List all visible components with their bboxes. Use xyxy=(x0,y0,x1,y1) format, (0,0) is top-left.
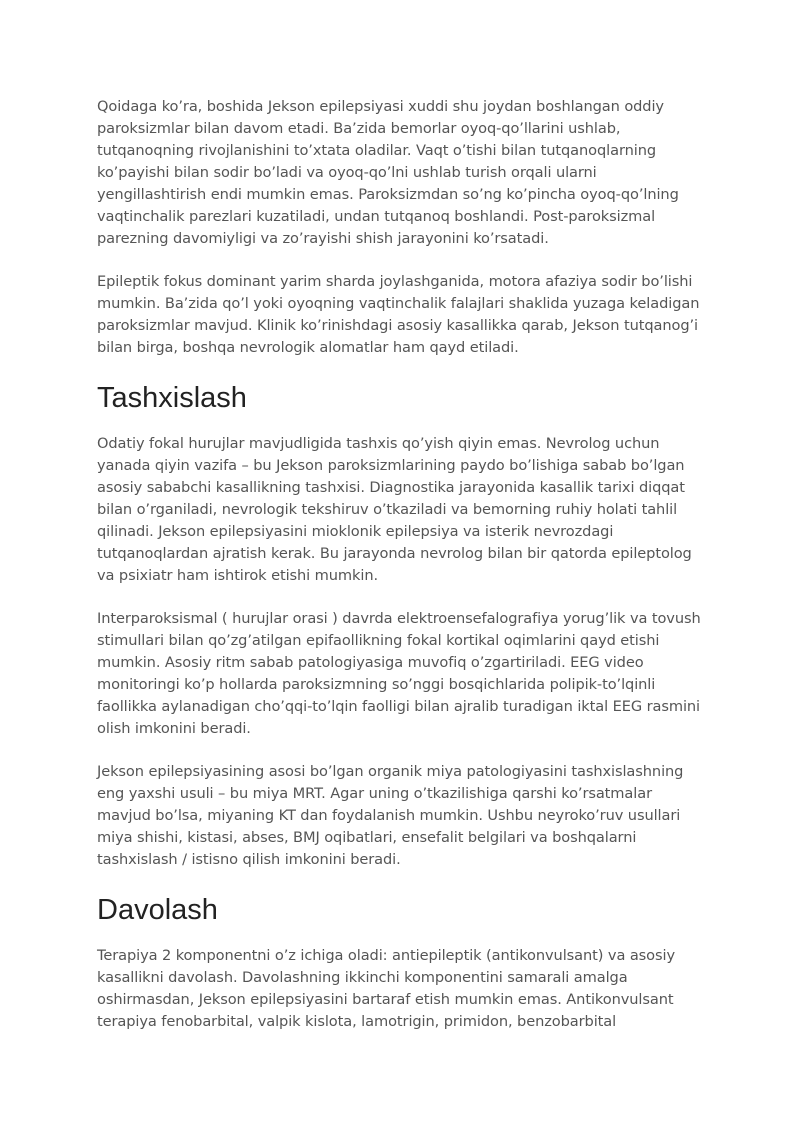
paragraph-therapy: Terapiya 2 komponentni o’z ichiga oladi: antiepileptik (antikonvulsant) va asosiy kasallikni davolash. Davolashning ikkinchi komponentini samarali amalga oshirmasdan, Jekson epilepsiyasini bartaraf etish mumkin emas. Antikonvulsant terapiya fenobarbital, valpik kislota, lamotrigin, primidon, benzobarbital xyxy=(97,947,676,1030)
heading-diagnosis: Tashxislash xyxy=(97,382,247,414)
paragraph-seizure-progression: Qoidaga ko’ra, boshida Jekson epilepsiyasi xuddi shu joydan boshlangan oddiy paroksizmlar bilan davom etadi. Ba’zida bemorlar oyoq-qo’llarini ushlab, tutqanoqning rivojlanishini to’xtata oladilar. Vaqt o’tishi bilan tutqanoqlarning ko’payishi bilan sodir bo’ladi va oyoq-qo’lni ushlab turish orqali ularni yengillashtirish endi mumkin emas. Paroksizmdan so’ng ko’pincha oyoq-qo’lning vaqtinchalik parezlari kuzatiladi, undan tutqanoq boshlandi. Post-paroksizmal parezning davomiyligi va zo’rayishi shish jarayonini ko’rsatadi. xyxy=(97,98,679,247)
heading-treatment: Davolash xyxy=(97,894,218,926)
paragraph-mri: Jekson epilepsiyasining asosi bo’lgan organik miya patologiyasini tashxislashning eng yaxshi usuli – bu miya MRT. Agar uning o’tkazilishiga qarshi ko’rsatmalar mavjud bo’lsa, miyaning KT dan foydalanish mumkin. Ushbu neyroko’ruv usullari miya shishi, kistasi, abses, BMJ oqibatlari, ensefalit belgilari va boshqalarni tashxislash / istisno qilish imkonini beradi. xyxy=(97,763,684,868)
paragraph-diagnosis-overview: Odatiy fokal hurujlar mavjudligida tashxis qo’yish qiyin emas. Nevrolog uchun yanada qiyin vazifa – bu Jekson paroksizmlarining paydo bo’lishiga sabab bo’lgan asosiy sababchi kasallikning tashxisi. Diagnostika jarayonida kasallik tarixi diqqat bilan o’rganiladi, nevrologik tekshiruv o’tkaziladi va bemorning ruhiy holati tahlil qilinadi. Jekson epilepsiyasini mioklonik epilepsiya va isterik nevrozdagi tutqanoqlardan ajratish kerak. Bu jarayonda nevrolog bilan bir qatorda epileptolog va psixiatr ham ishtirok etishi mumkin. xyxy=(97,435,692,584)
paragraph-epileptic-focus: Epileptik fokus dominant yarim sharda joylashganida, motora afaziya sodir bo’lishi mumkin. Ba’zida qo’l yoki oyoqning vaqtinchalik falajlari shaklida yuzaga keladigan paroksizmlar mavjud. Klinik ko’rinishdagi asosiy kasallikka qarab, Jekson tutqanog’i bilan birga, boshqa nevrologik alomatlar ham qayd etiladi. xyxy=(97,273,700,356)
paragraph-eeg: Interparoksismal ( hurujlar orasi ) davrda elektroensefalografiya yorug’lik va tovush stimullari bilan qo’zg’atilgan epifaollikning fokal kortikal oqimlarini qayd etishi mumkin. Asosiy ritm sabab patologiyasiga muvofiq o’zgartiriladi. EEG video monitoringi ko’p hollarda paroksizmning so’nggi bosqichlarida polipik-to’lqinli faollikka aylanadigan cho’qqi-to’lqin faolligi bilan ajralib turadigan iktal EEG rasmini olish imkonini beradi. xyxy=(97,610,701,737)
document-body xyxy=(97,96,709,1054)
